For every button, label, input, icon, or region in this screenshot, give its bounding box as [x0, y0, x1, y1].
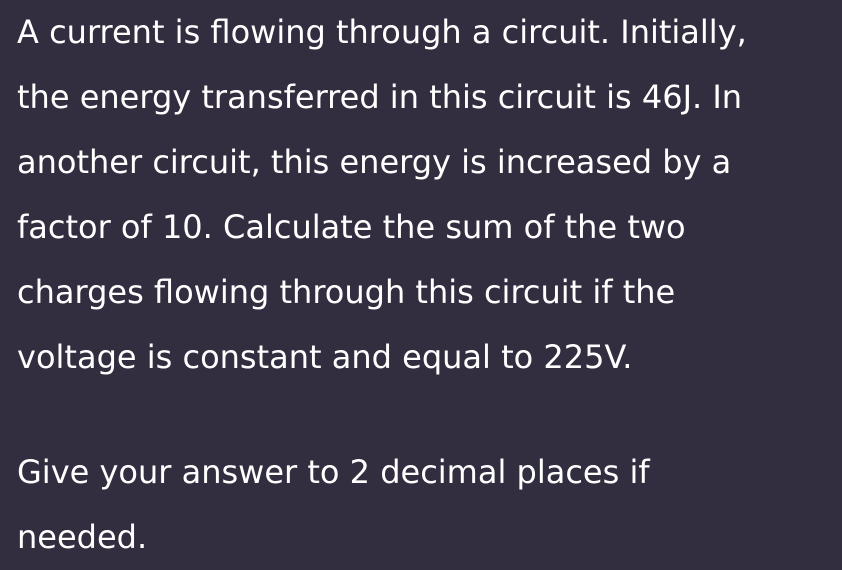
question-line: factor of 10. Calculate the sum of the two [17, 208, 686, 246]
instruction-line: Give your answer to 2 decimal places if [17, 453, 650, 491]
instruction-line: needed. [17, 518, 148, 556]
paragraph-spacer [17, 390, 842, 440]
question-line: charges flowing through this circuit if the [17, 273, 676, 311]
question-line: another circuit, this energy is increased by a [17, 143, 732, 181]
question-text [17, 0, 842, 570]
question-line: A current is flowing through a circuit. Initially, [17, 13, 747, 51]
question-line: the energy transferred in this circuit is 46J. In [17, 78, 743, 116]
question-line: voltage is constant and equal to 225V. [17, 338, 633, 376]
